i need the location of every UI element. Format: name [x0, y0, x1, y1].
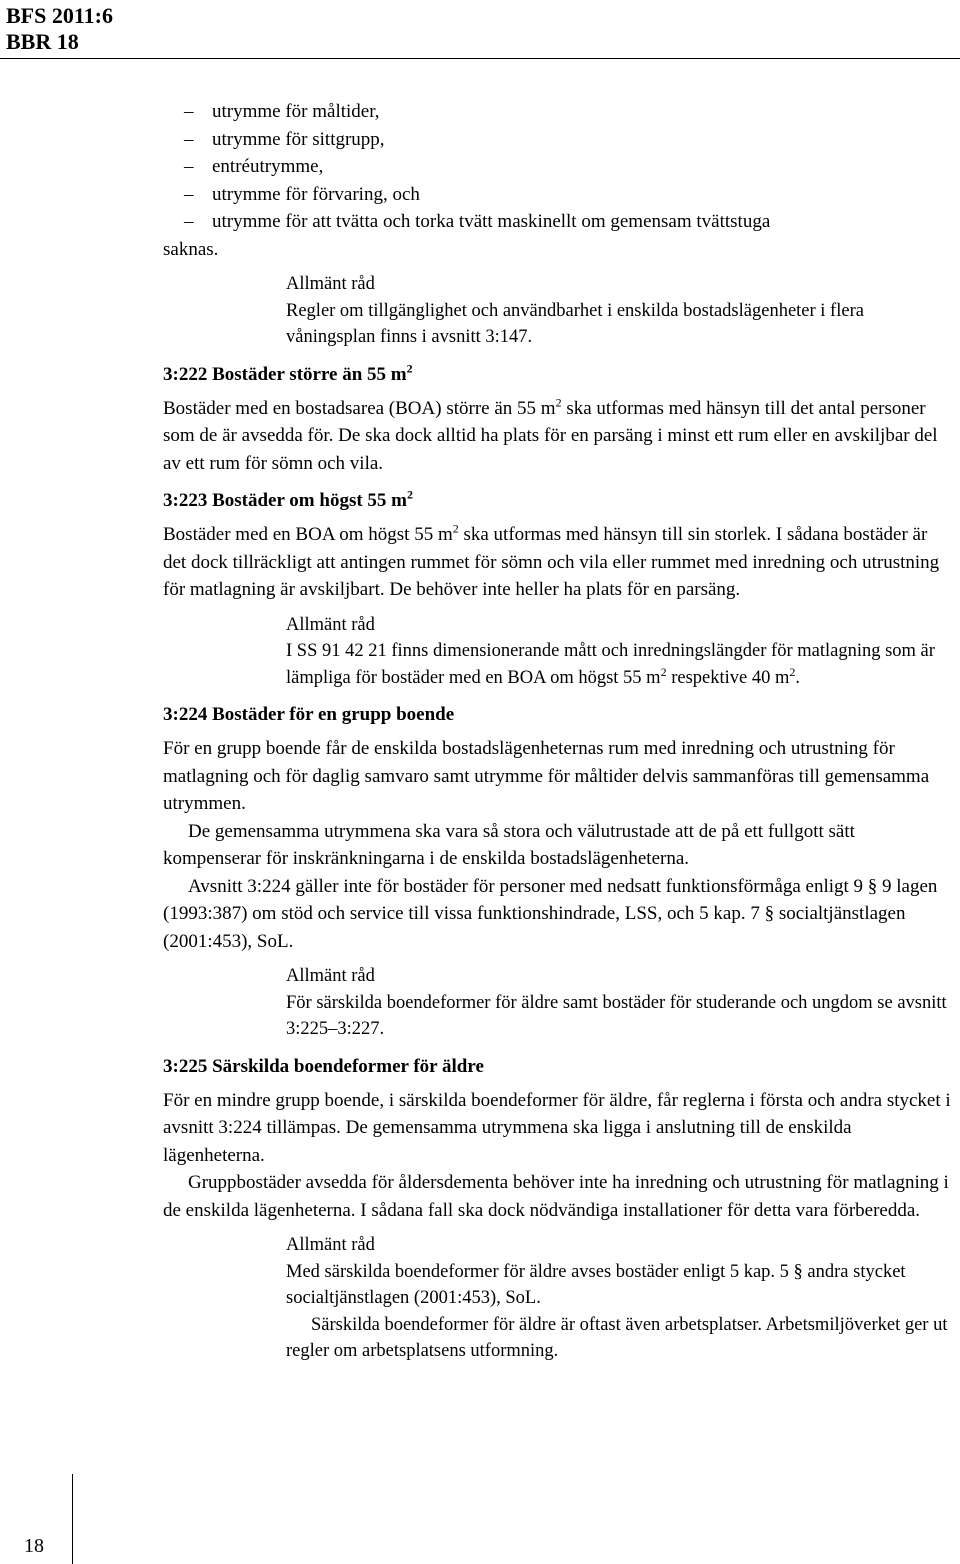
list-item: – utrymme för sittgrupp,	[163, 126, 953, 154]
general-advice-2	[286, 612, 953, 692]
advice-text: I SS 91 42 21 finns dimensionerande mått och inredningslängder för matlagning som är lämpliga för bostäder med en BOA om högst 55 $m^2$ respektive 40 $m^2$.	[286, 641, 935, 688]
list-tail: saknas.	[163, 238, 219, 260]
section-heading: 3:222 Bostäder större än 55 $m^2$	[163, 361, 413, 385]
section-paragraph: Gruppbostäder avsedda för åldersdementa behöver inte ha inredning och utrustning för matlagning i de enskilda lägenheterna. I sådana fall ska dock nödvändiga installationer för detta vara förberedda.	[163, 1172, 949, 1221]
section-paragraph: Bostäder med en BOA om högst 55 $m^2$ ska utformas med hänsyn till sin storlek. I sådana bostäder är det dock tillräckligt att antingen rummet för sömn och vila eller rummet med inredning och utrustning för matlagning är avskiljbart. De behöver inte heller ha plats för en parsäng.	[163, 521, 940, 600]
advice-heading: Allmänt råd	[286, 274, 375, 294]
section-paragraph: För en mindre grupp boende, i särskilda boendeformer för äldre, får reglerna i första och andra stycket i avsnitt 3:224 tillämpas. De gemensamma utrymmena ska ligga i anslutning till de enskilda lägenheterna.	[163, 1089, 951, 1166]
advice-text: För särskilda boendeformer för äldre samt bostäder för studerande och ungdom se avsnitt 3:225–3:227.	[286, 992, 947, 1039]
section-paragraph: Bostäder med en bostadsarea (BOA) större än 55 $m^2$ ska utformas med hänsyn till det antal personer som de är avsedda för. De ska dock alltid ha plats för en parsäng i minst ett rum eller en avskiljbar del av ett rum för sömn och vila.	[163, 395, 938, 474]
section-3-222	[163, 361, 953, 478]
page-number: 18	[24, 1535, 44, 1557]
list-item: – utrymme för att tvätta och torka tvätt maskinellt om gemensam tvättstuga	[163, 208, 953, 236]
section-heading: 3:224 Bostäder för en grupp boende	[163, 704, 455, 725]
section-heading: 3:225 Särskilda boendeformer för äldre	[163, 1055, 484, 1077]
section-paragraph: Avsnitt 3:224 gäller inte för bostäder för personer med nedsatt funktionsförmåga enligt 9 § 9 lagen (1993:387) om stöd och service till vissa funktionshindrade, LSS, och 5 kap. 7 § socialtjänstlagen (2001:453), SoL.	[163, 875, 938, 952]
general-advice-4	[286, 1232, 953, 1365]
section-paragraph: De gemensamma utrymmena ska vara så stora och välutrustade att de på ett fullgott sätt kompenserar för inskränkningarna i de enskilda bostadslägenheterna.	[163, 820, 855, 869]
advice-heading: Allmänt råd	[286, 614, 375, 635]
header-regulation-code: BBR 18	[6, 29, 79, 54]
footer-rule	[72, 1474, 73, 1564]
general-advice-1	[286, 271, 953, 351]
page-footer	[0, 1474, 960, 1564]
section-3-225	[163, 1053, 953, 1225]
advice-heading: Allmänt råd	[286, 1235, 375, 1255]
header-publication-code: BFS 2011:6	[6, 3, 113, 28]
list-item: – utrymme för förvaring, och	[163, 181, 953, 209]
space-list	[163, 98, 953, 236]
advice-text: Särskilda boendeformer för äldre är oftast även arbetsplatser. Arbetsmiljöverket ger ut regler om arbetsplatsens utformning.	[286, 1314, 948, 1361]
advice-heading: Allmänt råd	[286, 966, 375, 986]
advice-text: Regler om tillgänglighet och användbarhet i enskilda bostadslägenheter i flera våningsplan finns i avsnitt 3:147.	[286, 300, 864, 347]
list-item: – entréutrymme,	[163, 153, 953, 181]
general-advice-3	[286, 963, 953, 1043]
header-rule	[0, 58, 960, 59]
section-heading: 3:223 Bostäder om högst 55 $m^2$	[163, 487, 414, 511]
document-body	[163, 98, 953, 1365]
section-3-224	[163, 701, 953, 955]
advice-text: Med särskilda boendeformer för äldre avses bostäder enligt 5 kap. 5 § andra stycket socialtjänstlagen (2001:453), SoL.	[286, 1261, 906, 1308]
section-3-223	[163, 487, 953, 604]
list-item: – utrymme för måltider,	[163, 98, 953, 126]
section-paragraph: För en grupp boende får de enskilda bostadslägenheternas rum med inredning och utrustning för matlagning och för daglig samvaro samt utrymme för måltider delvis sammanföras till gemensamma utrymmen.	[163, 738, 930, 814]
